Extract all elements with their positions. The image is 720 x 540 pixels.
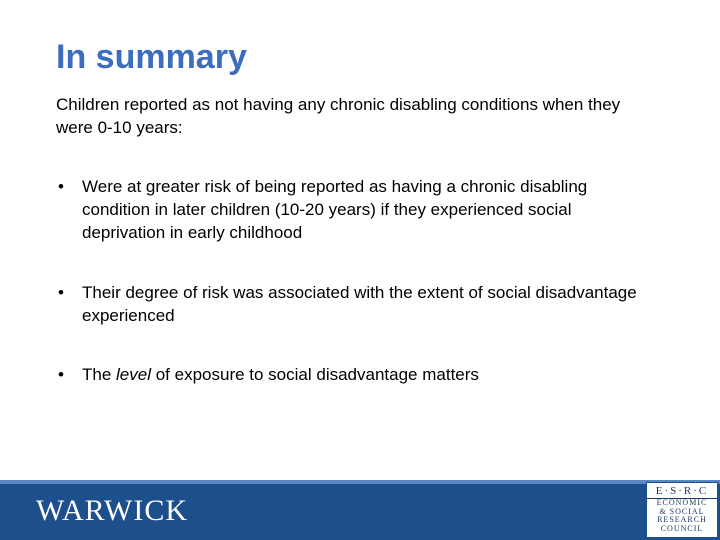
bullet-dot: • xyxy=(58,283,64,302)
bullet-text-before: The xyxy=(82,365,117,384)
esrc-logo-line: RESEARCH xyxy=(657,515,707,525)
bullet-item xyxy=(56,281,646,327)
bullet-text-emphasis: level xyxy=(116,365,151,384)
intro-text: Children reported as not having any chronic disabling conditions when they were 0-10 years: xyxy=(56,95,621,137)
esrc-logo xyxy=(646,482,718,538)
bullet-item xyxy=(56,363,646,386)
warwick-logo: WARWICK xyxy=(36,494,188,527)
bullet-dot: • xyxy=(58,365,64,384)
esrc-logo-line: ECONOMIC xyxy=(656,498,708,507)
esrc-logo-line: & SOCIAL xyxy=(659,506,705,516)
bullet-text: Were at greater risk of being reported as having a chronic disabling condition in later children (10-20 years) if they experienced social deprivation in early childhood xyxy=(82,177,588,242)
slide-title: In summary xyxy=(56,38,247,76)
bullet-text: Their degree of risk was associated with the extent of social disadvantage experienced xyxy=(82,283,637,325)
bullet-item xyxy=(56,175,646,244)
esrc-logo-line: COUNCIL xyxy=(660,523,704,533)
esrc-logo-acronym: E·S·R·C xyxy=(647,485,717,499)
bullet-text-after: of exposure to social disadvantage matters xyxy=(151,365,479,384)
footer-stripe xyxy=(0,480,720,484)
bullet-dot: • xyxy=(58,177,64,196)
